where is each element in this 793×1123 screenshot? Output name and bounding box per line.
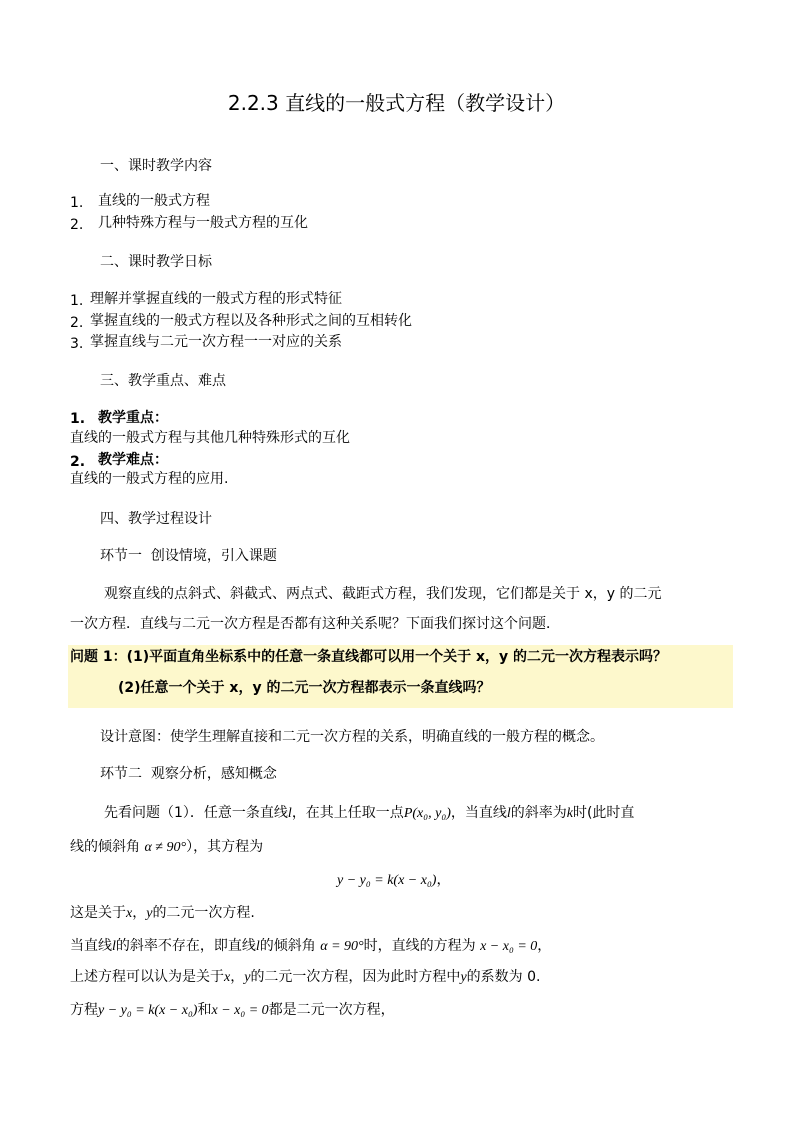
difficulty-text: 直线的一般式方程的应用. (70, 471, 229, 487)
key-point-text: 直线的一般式方程与其他几种特殊形式的互化 (70, 430, 350, 446)
list-item-number: 1. (70, 195, 84, 211)
math-eq-vertical: x − x₀ = 0 (211, 1003, 269, 1018)
list-item-number: 3. (70, 336, 84, 352)
list-item-number: 2. (70, 217, 84, 233)
key-point-label: 教学重点： (98, 410, 168, 426)
design-intent: 设计意图：使学生理解直接和二元一次方程的关系，明确直线的一般方程的概念。 (100, 729, 604, 745)
equation-point-slope: y − y₀ = k(x − x₀) (337, 873, 437, 888)
question-line: (2)任意一个关于 x，y 的二元一次方程都表示一条直线吗？ (118, 680, 491, 696)
link1-label: 环节一 (100, 548, 142, 564)
list-item: 理解并掌握直线的一般式方程的形式特征 (90, 291, 342, 307)
math-y: y (146, 906, 153, 921)
equation-line: y − y₀ = k(x − x₀)， (337, 872, 451, 888)
key-point-number: 1. (70, 411, 86, 427)
page-title: 2.2.3 直线的一般式方程（教学设计） (227, 91, 566, 115)
paragraph-line: 一次方程．直线与二元一次方程是否都有这种关系呢？下面我们探讨这个问题． (70, 616, 560, 632)
section2-heading: 二、课时教学日标 (100, 254, 212, 270)
paragraph-line: 先看问题（1）．任意一条直线l，在其上任取一点P(x₀, y₀)，当直线l的斜率为k时(此时直 (104, 805, 635, 821)
math-y: y (244, 970, 251, 985)
paragraph-line: 观察直线的点斜式、斜截式、两点式、截距式方程，我们发现，它们都是关于 x，y 的二元 (104, 586, 662, 602)
math-eq-vertical: x − x₀ = 0 (480, 939, 538, 954)
math-l: l (506, 806, 511, 821)
list-item: 几种特殊方程与一般式方程的互化 (98, 215, 308, 231)
list-item: 掌握直线的一般式方程以及各种形式之间的互相转化 (90, 313, 412, 329)
section3-heading: 三、教学重点、难点 (100, 373, 226, 389)
math-l: l (255, 939, 260, 954)
link1-heading (100, 547, 277, 565)
link2-label: 环节二 (100, 766, 142, 782)
question-line: 问题 1：(1)平面直角坐标系中的任意一条直线都可以用一个关于 x，y 的二元一次方程表示吗？ (70, 649, 668, 665)
list-item: 直线的一般式方程 (98, 193, 210, 209)
math-x: x (126, 906, 133, 921)
difficulty-label: 教学难点： (98, 452, 168, 468)
paragraph-line: 方程y − y₀ = k(x − x₀)和x − x₀ = 0都是二元一次方程， (70, 1002, 395, 1018)
math-l: l (112, 939, 116, 954)
paragraph-line: 线的倾斜角 α ≠ 90°），其方程为 (70, 839, 264, 855)
link1-title: 创设情境，引入课题 (150, 548, 277, 564)
list-item-number: 1. (70, 293, 84, 309)
link2-title: 观察分析，感知概念 (150, 766, 277, 782)
list-item-number: 2. (70, 315, 84, 331)
link2-heading (100, 765, 277, 783)
math-x: x (224, 970, 231, 985)
section4-heading: 四、教学过程设计 (100, 511, 212, 527)
difficulty-number: 2. (70, 454, 86, 470)
paragraph-line: 上述方程可以认为是关于x，y的二元一次方程，因为此时方程中y的系数为 0. (70, 969, 541, 985)
math-l: l (287, 806, 292, 821)
math-point: P(x₀, y₀) (403, 806, 451, 821)
paragraph-line: 当直线l的斜率不存在，即直线l的倾斜角 α = 90°时，直线的方程为 x − x₀ = 0， (70, 938, 552, 954)
paragraph-line: 这是关于x，y的二元一次方程. (70, 905, 255, 921)
math-alpha-ne: α ≠ 90° (144, 840, 187, 855)
math-eq-point-slope: y − y₀ = k(x − x₀) (98, 1003, 198, 1018)
math-k: k (566, 806, 573, 821)
section1-heading: 一、课时教学内容 (100, 158, 212, 174)
math-alpha-eq: α = 90° (320, 939, 364, 954)
math-y: y (460, 970, 467, 985)
list-item: 掌握直线与二元一次方程一一对应的关系 (90, 334, 342, 350)
